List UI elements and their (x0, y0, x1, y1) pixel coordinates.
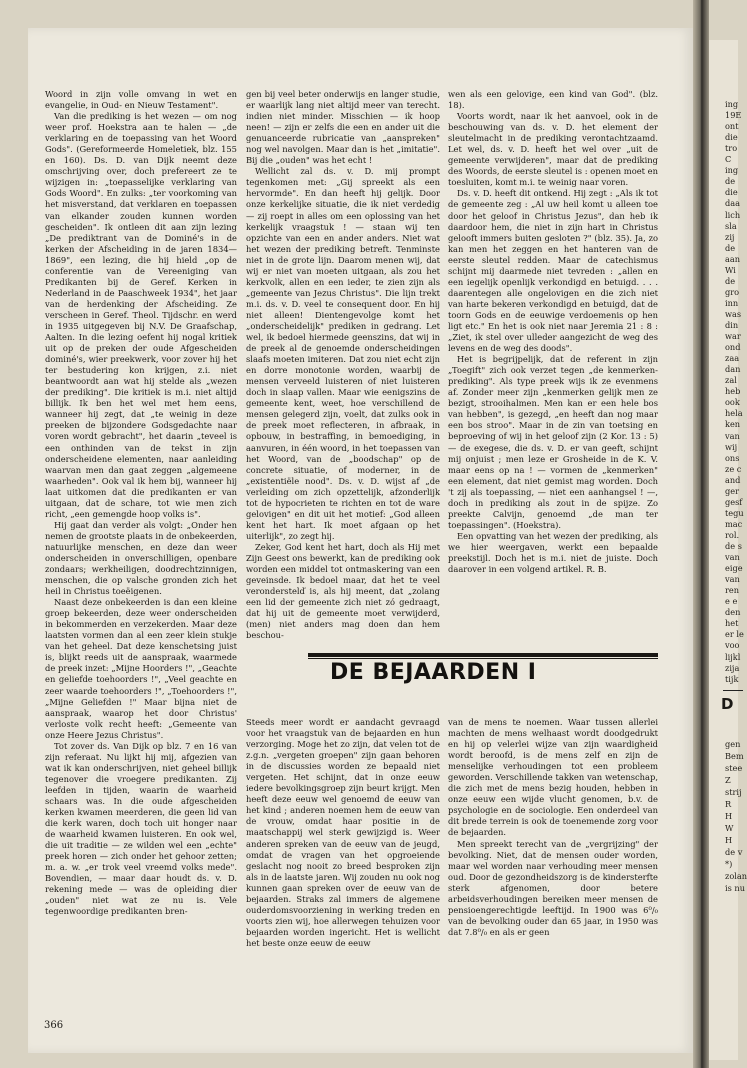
next-page-text-fragment: mac (725, 518, 743, 529)
next-page-text-fragment: was (725, 308, 742, 319)
next-page-text-fragment: ken (725, 419, 741, 430)
column-1 (45, 89, 237, 957)
next-page-text-fragment: zaa (725, 353, 740, 364)
next-page-text-fragment: is nu (725, 883, 745, 893)
next-page-text-fragment: lich (725, 209, 741, 220)
next-page-text-fragment: stee (725, 763, 743, 773)
next-page-text-fragment: het (725, 618, 739, 629)
next-page-text-fragment: lijkl (725, 651, 741, 662)
next-page-fragment (709, 40, 747, 1060)
column-5 (448, 717, 658, 957)
next-page-text-fragment: sla (725, 220, 737, 231)
next-page-text-fragment: de (725, 242, 736, 253)
paragraph: Tot zover ds. Van Dijk op blz. 7 en 16 van zijn referaat. Nu lijkt hij mij, afgezien van wat ik kan onderschrijven, niet geheel billijk tegenover die vroegere predikanten. Zij leefden in tijden, waarin de waarheid schaars was. In die oude afgescheiden kerken kwamen meerderen, die geen lid van die kerk waren, doch toch uit honger naar de waarheid kwamen luisteren. En ook wel, die uit traditie — ze wilden wel een „echte" preek horen — zich onder het gehoor zetten; m. a. w. „er trok veel vreemd volks mede". Bovendien, — maar daar houdt ds. v. D. rekening mede — was de opleiding dier „ouden" niet wat ze nu is. Vele tegenwoordige predikanten bren- (45, 740, 237, 917)
next-page-text-fragment: voo (725, 640, 740, 651)
next-page-text-fragment: zij (725, 231, 735, 242)
next-page-text-fragment: 19E (725, 110, 742, 121)
next-page-text-fragment: D (721, 695, 734, 713)
paragraph: Ds. v. D. heeft dit ontkend. Hij zegt : „Als ik tot de gemeente zeg : „Al uw heil komt u alleen toe door het geloof in Christus Jezus", dan heb ik daardoor hem, die niet in zijn hart in Christus gelooft immers buiten gesloten ?" (blz. 35). Ja, zo kan men het zeggen en het hanteren van de eerste sleutel redden. Maar de catechismus schijnt mij daarmede niet tevreden : „allen en een iegelijk openlijk verkondigd en betuigd. . . . daarentegen alle ongelovigen en die zich niet van harte bekeren verkondigd en betuigd, dat de toorn Gods en de eeuwige verdoemenis op hen ligt etc." En het is ook niet naar Jeremia 21 : 8 : „Ziet, ik stel over ulleder aangezicht de weg des levens en de weg des doods". (448, 188, 658, 354)
next-page-text-fragment: Wi (725, 264, 736, 275)
page-number: 366 (44, 1020, 64, 1031)
column-3 (448, 89, 658, 632)
next-page-text-fragment: C (725, 154, 732, 165)
paragraph: wen als een gelovige, een kind van God". (blz. 18). (448, 89, 658, 111)
next-page-text-fragment: van (725, 430, 740, 441)
next-page-text-fragment: rol. (725, 529, 740, 540)
next-page-text-fragment: de (725, 176, 736, 187)
next-page-text-fragment: van (725, 574, 740, 585)
paragraph: Wellicht zal ds. v. D. mij prompt tegenkomen met: „Gij spreekt als een hervormde". En dan heeft hij gelijk. Door onze kerkelijke situatie, die ik niet verdedig — zij roept in alles om een oplossing van het kerkelijk vraagstuk ! — staan wij ten opzichte van een en ander anders. Niet wat het wezen der prediking betreft. Tenminste niet in de grote lijn. Daarom menen wij, dat wij er niet van moeten uitgaan, als zou het kerkvolk, allen en een ieder, te zien zijn als „gemeente van Jezus Christus". Die lijn trekt m.i. ds. v. D. veel te consequent door. En hij niet alleen! Dientengevolge komt het „onderscheidelijk" prediken in gedrang. Let wel, ik bedoel hiermede geenszins, dat wij in de preek al de genoemde onderscheidingen slaafs moeten imiteren. Dat zou niet echt zijn en dorre monotonie worden, waarbij de mensen verveeld luisteren of niet luisteren doch in slaap vallen. Maar wie eenigszins de gemeente kent, weet, hoe verschillend de mensen gelegerd zijn, voelt, dat zulks ook in de preek moet reflecteren, in afbraak, in opbouw, in bestraffing, in bemoediging, in aanvuren, in één woord, in het toepassen van het Woord, van de „boodschap" op de concrete situatie, of moderner, in de „existentiële nood". Ds. v. D. wijst af „de verleiding om zich opzettelijk, afzonderlijk tot de hypocrieten te richten en tot de ware gelovigen" en dit uit het motief: „God alleen kent het hart. Ik moet afgaan op het uiterlijk", zo zegt hij. (246, 166, 440, 541)
paragraph: Hij gaat dan verder als volgt: „Onder hen nemen de grootste plaats in de onbekeerden, natuurlijke menschen, en deze dan weer onderscheiden in onverschilligen, openbare zondaars; werkheiligen, doodrechtzinnigen, menschen, die op valsche gronden zich het heil in Christus toeëigenen. (45, 519, 237, 597)
next-page-text-fragment: aan (725, 253, 741, 264)
next-page-text-fragment: zolan (725, 871, 747, 881)
next-page-text-fragment: tijk (725, 673, 739, 684)
paragraph: gen bij veel beter onderwijs en langer studie, er waarlijk lang niet altijd meer van terecht. indien niet minder. Misschien — ik hoop neen! — zijn er zelfs die een en ander uit die genuanceerde rubricatie van „aanspreken" nog wel navolgen. Maar dan is het „imitatie". Bij die „ouden" was het echt ! (246, 89, 440, 166)
next-page-text-fragment: gesf (725, 496, 743, 507)
next-page-text-fragment: zal (725, 375, 737, 386)
next-page-text-fragment: zija (725, 662, 740, 673)
next-page-text-fragment: Bem (725, 751, 744, 761)
paragraph: Men spreekt terecht van de „vergrijzing" der bevolking. Niet, dat de mensen ouder worden, maar wel worden naar verhouding meer mensen oud. Door de gezondheidszorg is de kindersterfte sterk afgenomen, door betere arbeidsverhoudingen bereiken meer mensen de pensioengerechtigde leeftijd. In 1900 was 6⁰/₀ van de bevolking ouder dan 65 jaar, in 1950 was dat 7.8⁰/₀ en als er geen (448, 838, 658, 937)
paragraph: Woord in zijn volle omvang in wet en evangelie, in Oud- en Nieuw Testament". (45, 89, 237, 111)
paragraph: Een opvatting van het wezen der prediking, als we hier weergaven, werkt een bepaalde preekstijl. Doch het is m.i. niet de juiste. Doch daarover in een volgend artikel. R. B. (448, 530, 658, 575)
next-page-text-fragment: de (725, 275, 736, 286)
column-4 (246, 717, 440, 957)
paragraph: Steeds meer wordt er aandacht gevraagd voor het vraagstuk van de bejaarden en hun verzorging. Moge het zo zijn, dat velen tot de z.g.n. „vergeten groepen" zijn gaan behoren in de discussies worden ze bepaald niet vergeten. Het schijnt, dat in onze eeuw iedere bevolkingsgroep zijn beurt krijgt. Men heeft deze eeuw wel genoemd de eeuw van het kind ; anderen noemen hem de eeuw van de vrouw, omdat haar positie in de maatschappij wel sterk gewijzigd is. Weer anderen spreken van de eeuw van de jeugd, omdat de vragen van het opgroeiende geslacht nog nooit zo breed besproken zijn als in de laatste jaren. Wij zouden nu ook nog kunnen gaan spreken over de eeuw van de bejaarden. Straks zal immers de algemene ouderdomsvoorziening in werking treden en voorts zien wij, hoe allerwegen tehuizen voor bejaarden worden ingericht. Het is wellicht het beste onze eeuw de eeuw (246, 717, 440, 948)
headline-rule-thin (308, 658, 658, 659)
next-page-text-fragment: daa (725, 198, 741, 209)
next-page-text-fragment: *) (725, 859, 733, 869)
next-page-text-fragment: din (725, 320, 739, 330)
next-page-text-fragment: gro (725, 286, 740, 297)
article-headline: DE BEJAARDEN I (330, 660, 537, 685)
next-page-text-fragment: ons (725, 452, 740, 463)
next-page-text-fragment: ze c (725, 463, 742, 474)
next-page-text-fragment: eige (725, 563, 743, 574)
next-page-text-fragment: den (725, 607, 741, 618)
next-page-text-fragment: tegu (725, 507, 744, 518)
next-page-text-fragment: inn (725, 297, 739, 308)
next-page-text-fragment: er le (725, 629, 744, 640)
next-page-text-fragment: heb (725, 386, 741, 397)
paragraph: van de mens te noemen. Waar tussen allerlei machten de mens welhaast wordt doodgedrukt en hij op velerlei wijze van zijn waardigheid wordt beroofd, is de mens zelf en zijn de menselijke verhoudingen tot een probleem geworden. Verschillende takken van wetenschap, die zich met de mens bezig houden, hebben in onze eeuw een wijde vlucht genomen, b.v. de psychologie en de sociologie. Een onderdeel van dit brede terrein is ook de toenemende zorg voor de bejaarden. (448, 717, 658, 838)
paragraph: Voorts wordt, naar ik het aanvoel, ook in de beschouwing van ds. v. D. het element der sleutelmacht in de prediking verontachtzaamd. Let wel, ds. v. D. heeft het wel over „uit de gemeente verwijderen", maar dat de prediking des Woords, de eerste sleutel is : openen moet en toesluiten, komt m.i. te weinig naar voren. (448, 111, 658, 188)
book-gutter (693, 0, 709, 1068)
next-page-text-fragment: die (725, 187, 738, 198)
next-page-text-fragment: ont (725, 121, 739, 132)
next-page-rule (723, 690, 743, 691)
next-page-text-fragment: wij (725, 441, 738, 452)
next-page-text-fragment: e e (725, 596, 738, 607)
headline-rule-thick (308, 653, 658, 657)
next-page-text-fragment: de s (725, 541, 742, 551)
next-page-text-fragment: ger (725, 485, 740, 496)
next-page-text-fragment: dan (725, 364, 741, 375)
paragraph: Het is begrijpelijk, dat de referent in zijn „Toegift" zich ook verzet tegen „de kenmerken-prediking". Als type preek wijs ik ze evenmens af. Zonder meer zijn „kenmerken gelijk men ze bezigt, strooihalmen. Men kan er een hele bos van hebben", is gezegd, „en heeft dan nog maar een bos stroo". Maar in de zin van toetsing en beproeving of wij in het geloof zijn (2 Kor. 13 : 5) — de exegese, die ds. v. D. er van geeft, schijnt mij onjuist ; men leze er Grosheide in de K. V. maar eens op na ! — vormen de „kenmerken" een element, dat niet gemist mag worden. Doch 't zij als toepassing, — niet een aanhangsel ! —, doch in prediking als zout in de spijze. Zo preekte Calvijn, genoemd „de man ter toepassingen". (Hoekstra). (448, 354, 658, 530)
next-page-text-fragment: ing (725, 99, 739, 109)
next-page-text-fragment: H (725, 835, 733, 845)
next-page-text-fragment: W (725, 823, 734, 833)
next-page-text-fragment: de v (725, 847, 743, 857)
paragraph: Zeker, God kent het hart, doch als Hij met Zijn Geest ons bewerkt, kan de prediking ook worden een middel tot ontmaskering van een geveinsde. Ik bedoel maar, dat het te veel veronderstelď is, als hij meent, dat „zolang een lid der gemeente zich niet zó gedraagt, dat hij uit de gemeente moet verwijderd, (men) niet anders mag doen dan hem beschou- (246, 541, 440, 641)
next-page-text-fragment: H (725, 811, 733, 821)
next-page-text-fragment: hela (725, 408, 743, 419)
next-page-text-fragment: and (725, 474, 741, 485)
column-2 (246, 89, 440, 641)
next-page-text-fragment: ond (725, 342, 741, 353)
next-page-text-fragment: ing (725, 165, 739, 176)
next-page-text-fragment: strij (725, 787, 742, 797)
next-page-text-fragment: war (725, 331, 741, 342)
next-page-text-fragment: ren (725, 585, 740, 596)
paragraph: Van die prediking is het wezen — om nog weer prof. Hoekstra aan te halen — „de verklaring en de toepassing van het Woord Gods". (Gereformeerde Homeletiek, blz. 155 en 160). Ds. D. van Dijk neemt deze omschrijving over, doch prefereert ze te wijzigen in: „toepasselijke verklaring van Gods Woord". En zulks: „ter voorkoming van het misverstand, dat verklaren en toepassen van elkander zouden kunnen worden gescheiden". Ik ontleen dit aan zijn lezing „De prediktrant van de Dominé's in de kerken der Afscheiding in de jaren 1834—1869", een lezing, die hij hield „op de conferentie van de Vereeniging van Predikanten bij de Geref. Kerken in Nederland in de Paaschweek 1934", het jaar van de herdenking der Afscheiding. Ze verscheen in Geref. Theol. Tijdschr. en werd in 1935 uitgegeven bij N.V. De Graafschap, Aalten. In die lezing oefent hij nogal kritiek uit op de preken der oude Afgescheiden dominé's, wier preekwerk, voor zover hij het ter bestudering kon krijgen, z.i. niet beantwoordt aan wat hij stelde als „wezen der prediking". Die kritiek is m.i. niet altijd billijk. Ik ben het wel met hem eens, wanneer hij zegt, dat „te weinig in deze preeken de bijzondere Godsgedachte naar voren wordt gebracht", het daarin „teveel is een onthinden van de tekst in zijn onderscheidene elementen, naar aanleiding waarvan men dan gaat zeggen „algemeene waarheden". Ook val ik hem bij, wanneer hij laat uitkomen dat die predikanten er van uitgaan, dat de schare, tot wie men zich richt, „een gemengde hoop volks is". (45, 111, 237, 519)
paragraph: Naast deze onbekeerden is dan een kleine groep bekeerden, deze weer onderscheiden in bekommerden en verzekerden. Maar deze laatsten vormen dan al een zeer klein stukje van het geheel. Dat deze kenschetsing juist is, blijkt reeds uit de aanspraak, waarmede de preek inzet: „Mijne Hoorders !", „Geachte en geliefde toehoorders !", „Veel geachte en zeer waarde toehoorders !", „Toehoorders !", „Mijne Geliefden !" Maar bijna niet de aanspraak, waarop het door Christus' verloste volk recht heeft: „Gemeente van onze Heere Jezus Christus". (45, 597, 237, 740)
next-page-text-fragment: die (725, 132, 738, 143)
next-page-text-fragment: Z (725, 775, 731, 785)
next-page-text-fragment: ook (725, 397, 740, 408)
next-page-text-fragment: gen (725, 739, 741, 749)
next-page-text-fragment: tro (725, 143, 738, 154)
next-page-text-fragment: R (725, 799, 732, 809)
next-page-text-fragment: van (725, 552, 740, 563)
